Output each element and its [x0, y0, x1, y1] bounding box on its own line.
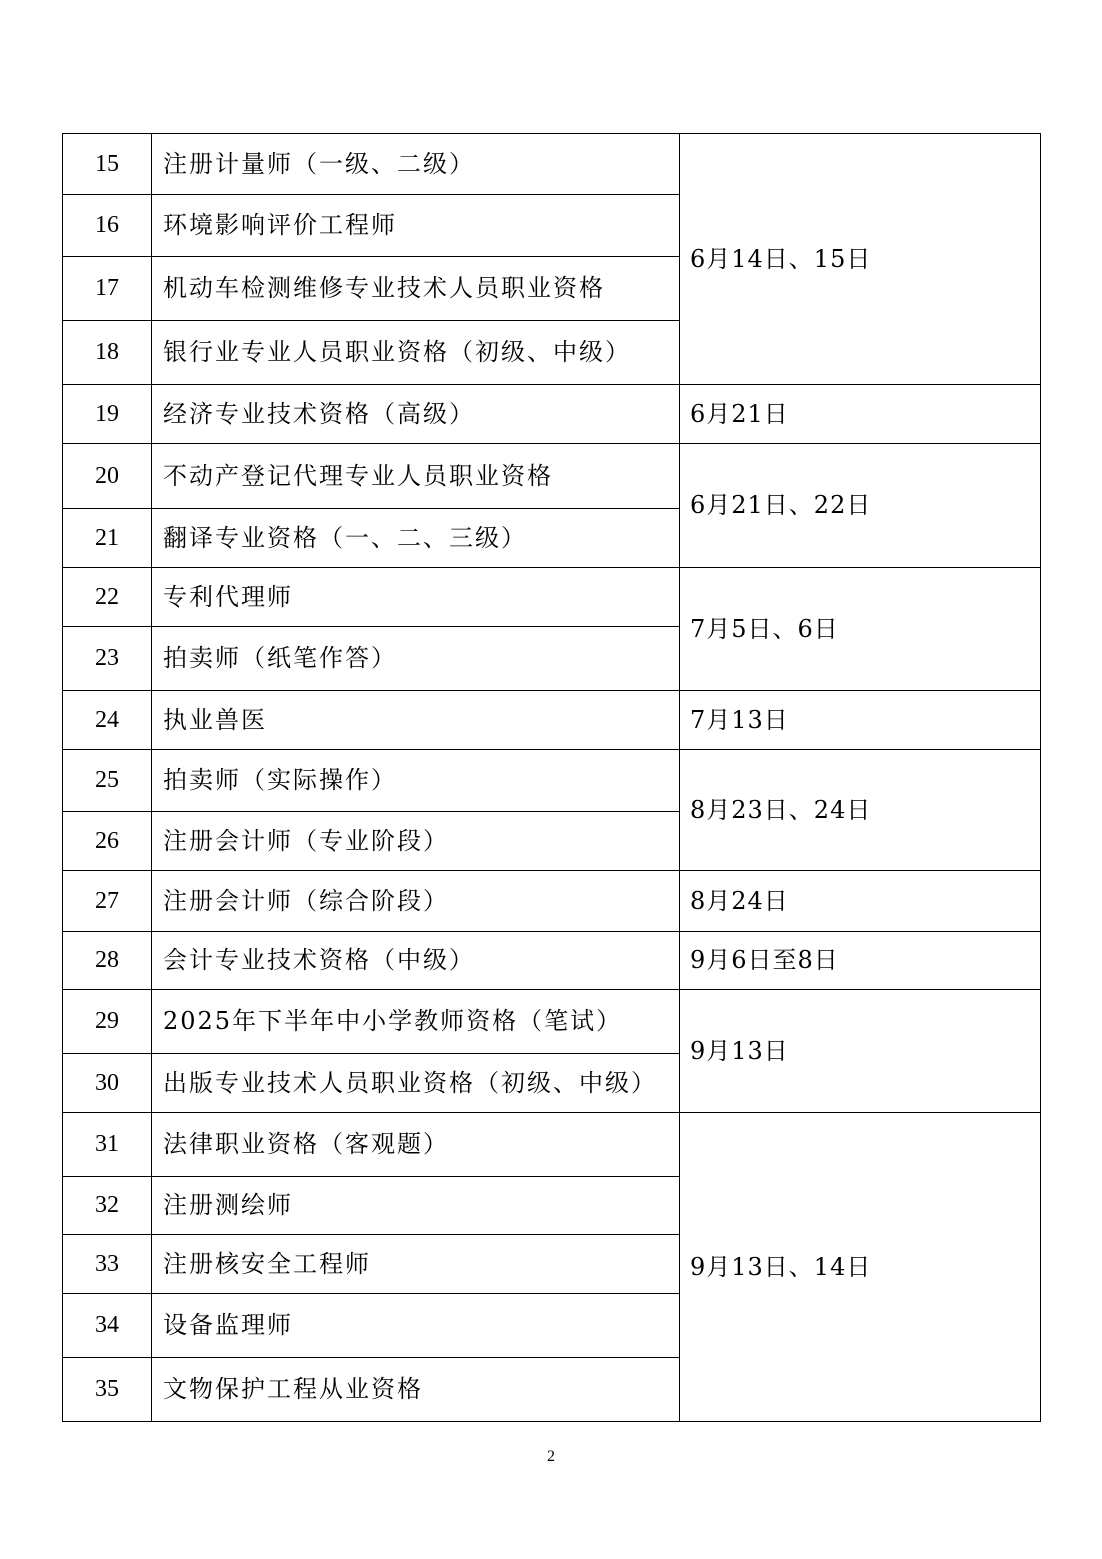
- exam-name: 法律职业资格（客观题）: [152, 1113, 680, 1177]
- row-number: 17: [63, 257, 152, 321]
- exam-date: 9月6日至8日: [680, 932, 1041, 990]
- table-row: [63, 932, 1041, 990]
- row-number: 35: [63, 1358, 152, 1422]
- table-row: [63, 134, 1041, 195]
- exam-name: 执业兽医: [152, 691, 680, 750]
- exam-name: 注册会计师（专业阶段）: [152, 812, 680, 871]
- row-number: 23: [63, 627, 152, 691]
- exam-name: 注册计量师（一级、二级）: [152, 134, 680, 195]
- exam-date: 8月23日、24日: [680, 750, 1041, 871]
- row-number: 28: [63, 932, 152, 990]
- row-number: 31: [63, 1113, 152, 1177]
- table-row: [63, 691, 1041, 750]
- row-number: 21: [63, 509, 152, 568]
- table-row: [63, 750, 1041, 812]
- row-number: 22: [63, 568, 152, 627]
- exam-name: 环境影响评价工程师: [152, 195, 680, 257]
- exam-date: 9月13日: [680, 990, 1041, 1113]
- exam-name: 注册核安全工程师: [152, 1235, 680, 1294]
- row-number: 27: [63, 871, 152, 932]
- exam-name: 拍卖师（实际操作）: [152, 750, 680, 812]
- table-row: [63, 1113, 1041, 1177]
- row-number: 25: [63, 750, 152, 812]
- exam-name: 文物保护工程从业资格: [152, 1358, 680, 1422]
- row-number: 29: [63, 990, 152, 1054]
- row-number: 32: [63, 1177, 152, 1235]
- exam-name: 注册测绘师: [152, 1177, 680, 1235]
- exam-date: 6月21日、22日: [680, 444, 1041, 568]
- table-row: [63, 444, 1041, 509]
- row-number: 33: [63, 1235, 152, 1294]
- row-number: 15: [63, 134, 152, 195]
- table-row: [63, 568, 1041, 627]
- exam-date: 6月21日: [680, 385, 1041, 444]
- row-number: 20: [63, 444, 152, 509]
- exam-date: 7月5日、6日: [680, 568, 1041, 691]
- row-number: 26: [63, 812, 152, 871]
- exam-name: 专利代理师: [152, 568, 680, 627]
- table-row: [63, 871, 1041, 932]
- row-number: 18: [63, 321, 152, 385]
- exam-name: 银行业专业人员职业资格（初级、中级）: [152, 321, 680, 385]
- exam-name: 翻译专业资格（一、二、三级）: [152, 509, 680, 568]
- row-number: 34: [63, 1294, 152, 1358]
- table-row: [63, 990, 1041, 1054]
- exam-name: 拍卖师（纸笔作答）: [152, 627, 680, 691]
- exam-date: 7月13日: [680, 691, 1041, 750]
- exam-name: 不动产登记代理专业人员职业资格: [152, 444, 680, 509]
- exam-name: 经济专业技术资格（高级）: [152, 385, 680, 444]
- row-number: 24: [63, 691, 152, 750]
- row-number: 19: [63, 385, 152, 444]
- exam-date: 8月24日: [680, 871, 1041, 932]
- exam-name: 机动车检测维修专业技术人员职业资格: [152, 257, 680, 321]
- exam-date: 9月13日、14日: [680, 1113, 1041, 1422]
- exam-name: 设备监理师: [152, 1294, 680, 1358]
- exam-date: 6月14日、15日: [680, 134, 1041, 385]
- exam-schedule-table: [62, 133, 1041, 1422]
- row-number: 30: [63, 1054, 152, 1113]
- page-number: 2: [547, 1448, 555, 1465]
- exam-name: 2025年下半年中小学教师资格（笔试）: [152, 990, 680, 1054]
- exam-name: 出版专业技术人员职业资格（初级、中级）: [152, 1054, 680, 1113]
- row-number: 16: [63, 195, 152, 257]
- exam-name: 会计专业技术资格（中级）: [152, 932, 680, 990]
- table-row: [63, 385, 1041, 444]
- exam-name: 注册会计师（综合阶段）: [152, 871, 680, 932]
